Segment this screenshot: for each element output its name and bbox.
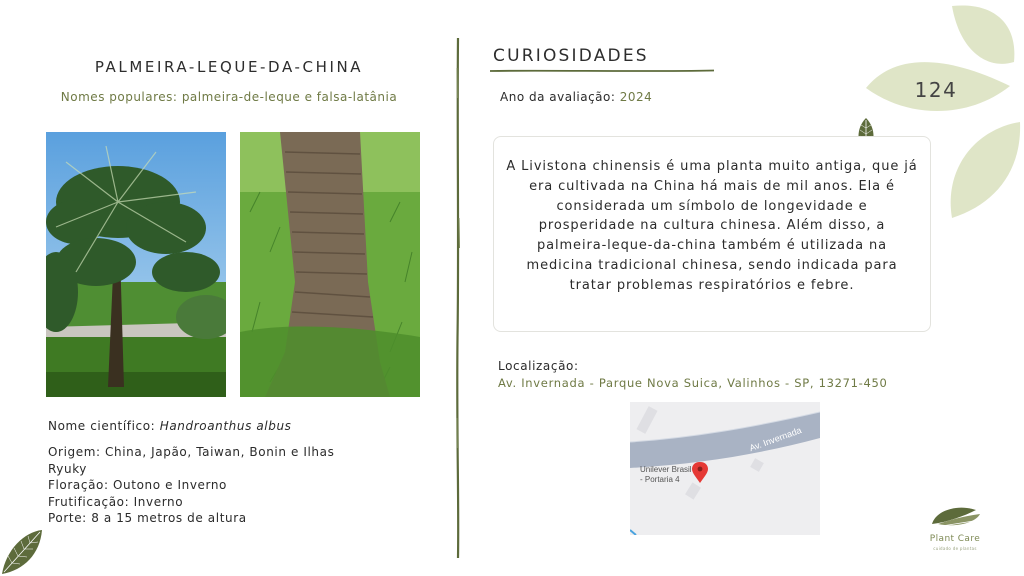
evaluation-year-label: Ano da avaliação: <box>500 90 616 104</box>
popular-names-label: Nomes populares: <box>60 90 178 104</box>
palm-tree-photo <box>46 132 226 397</box>
leaf-icon <box>0 528 44 576</box>
curiosities-text-box <box>493 136 931 332</box>
curiosities-title: CURIOSIDADES <box>493 46 649 66</box>
page-number: 124 <box>914 78 958 102</box>
title-underline <box>490 68 714 74</box>
evaluation-year <box>500 90 652 104</box>
scientific-name <box>48 419 292 433</box>
location-address: Av. Invernada - Parque Nova Suica, Valinhos - SP, 13271-450 <box>498 376 888 390</box>
curiosities-text: A Livistona chinensis é uma planta muito antiga, que já era cultivada na China há mais de mil anos. Ela é considerada um símbolo de longevidade e prosperidade na cultura chinesa. Além disso, a palmeira-leque-da-china também é utilizada na medicina tradicional chinesa, sendo indicada para tratar problemas respiratórios e febre. <box>506 159 918 293</box>
evaluation-year-value: 2024 <box>619 90 653 104</box>
popular-names <box>40 90 418 104</box>
fruiting-text: Frutificação: Inverno <box>48 494 184 509</box>
plant-care-logo-icon <box>918 500 998 562</box>
palm-trunk-photo <box>240 132 420 397</box>
popular-names-value: palmeira-de-leque e falsa-latânia <box>181 90 398 104</box>
scientific-name-label: Nome científico: <box>48 419 156 433</box>
brand-tagline: cuidado de plantas <box>933 546 977 551</box>
location-label: Localização: <box>498 359 579 373</box>
location-map[interactable] <box>630 402 820 535</box>
map-place-line1: Unilever Brasil <box>640 465 692 474</box>
size-text: Porte: 8 a 15 metros de altura <box>48 511 247 525</box>
column-divider <box>455 38 461 558</box>
map-road-label: Av. Invernada <box>747 425 803 454</box>
map-place-line2: - Portaria 4 <box>640 475 680 484</box>
brand-name: Plant Care <box>929 534 981 544</box>
scientific-name-value: Handroanthus albus <box>159 419 292 433</box>
plant-facts <box>48 444 368 527</box>
origin-text: Origem: China, Japão, Taiwan, Bonin e Ilhas Ryuky <box>48 445 335 476</box>
flowering-text: Floração: Outono e Inverno <box>48 478 227 492</box>
plant-title: PALMEIRA-LEQUE-DA-CHINA <box>94 58 364 76</box>
